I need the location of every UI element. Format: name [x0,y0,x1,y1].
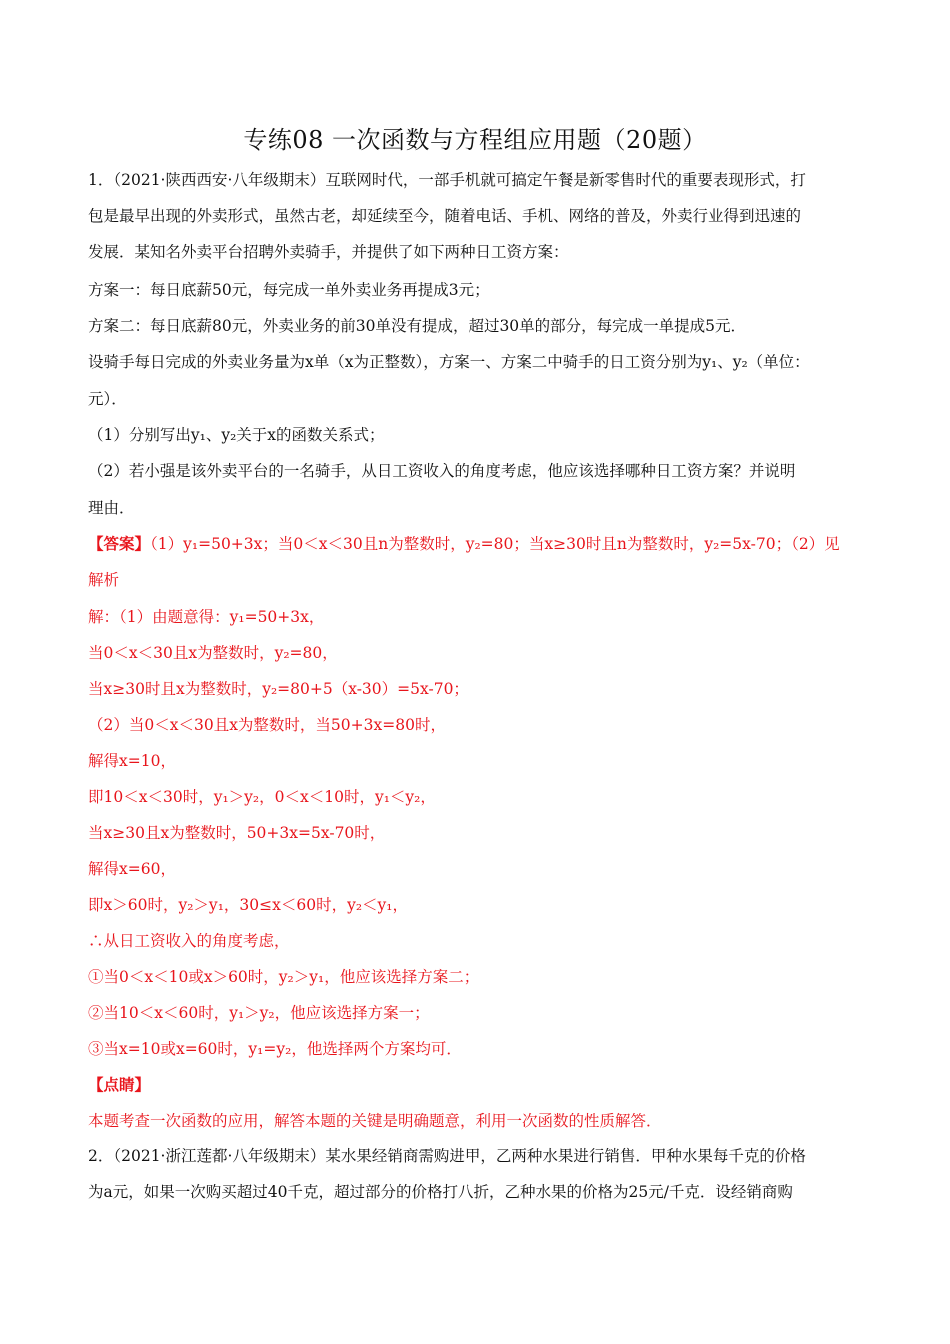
q2-line-1: 2．（2021·浙江莲都·八年级期末）某水果经销商需购进甲，乙两种水果进行销售．甲种水果每千克的价格 [88,1147,806,1165]
q1-line-10: 理由． [88,499,135,517]
solution-line-4: （2）当0＜x＜30且x为整数时，当50+3x=80时， [88,716,446,734]
solution-line-12: ②当10＜x＜60时，y₁＞y₂，他应该选择方案一； [88,1004,430,1022]
q2-line-2: 为a元，如果一次购买超过40千克，超过部分的价格打八折，乙种水果的价格为25元/千克．设经销商购 [88,1183,793,1201]
page-title: 专练08 一次函数与方程组应用题（20题） [243,126,707,154]
q1-line-3: 发展．某知名外卖平台招聘外卖骑手，并提供了如下两种日工资方案： [88,243,569,261]
answer-text: （1）y₁=50+3x；当0＜x＜30且n为整数时，y₂=80；当x≥30时且n为整数时，y₂=5x-70；（2）见 [150,535,840,553]
solution-line-7: 当x≥30且x为整数时，50+3x=5x-70时， [88,824,386,842]
answer-label: 【答案】 [88,534,151,553]
q1-line-5: 方案二：每日底薪80元，外卖业务的前30单没有提成，超过30单的部分，每完成一单提成5元． [88,317,747,335]
comment-label: 【点睛】 [88,1075,151,1094]
q1-line-9: （2）若小强是该外卖平台的一名骑手，从日工资收入的角度考虑，他应该选择哪种日工资方案？并说明 [88,462,796,480]
solution-line-9: 即x＞60时，y₂＞y₁，30≤x＜60时，y₂＜y₁， [88,896,409,914]
q1-line-2: 包是最早出现的外卖形式，虽然古老，却延续至今，随着电话、手机、网络的普及，外卖行业得到迅速的 [88,207,802,225]
comment-text: 本题考查一次函数的应用，解答本题的关键是明确题意，利用一次函数的性质解答． [88,1112,662,1130]
solution-line-10: ∴从日工资收入的角度考虑， [88,932,290,950]
solution-line-3: 当x≥30时且x为整数时，y₂=80+5（x-30）=5x-70； [88,680,469,698]
answer-line-2: 解析 [88,571,120,589]
q1-line-8: （1）分别写出y₁、y₂关于x的函数关系式； [88,426,385,444]
q1-line-7: 元）． [88,390,127,408]
solution-line-5: 解得x=10， [88,752,176,770]
solution-line-1: 解：（1）由题意得：y₁=50+3x， [88,608,325,626]
q1-line-1: 1．（2021·陕西西安·八年级期末）互联网时代，一部手机就可搞定午餐是新零售时代的重要表现形式，打 [88,171,806,189]
solution-line-2: 当0＜x＜30且x为整数时，y₂=80， [88,644,338,662]
solution-line-8: 解得x=60， [88,860,176,878]
solution-line-6: 即10＜x＜30时，y₁＞y₂，0＜x＜10时，y₁＜y₂， [88,788,436,806]
solution-line-11: ①当0＜x＜10或x＞60时，y₂＞y₁，他应该选择方案二； [88,968,480,986]
answer-line-1 [88,534,868,554]
solution-line-13: ③当x=10或x=60时，y₁=y₂，他选择两个方案均可． [88,1040,462,1058]
q1-line-4: 方案一：每日底薪50元，每完成一单外卖业务再提成3元； [88,281,490,299]
q1-line-6: 设骑手每日完成的外卖业务量为x单（x为正整数），方案一、方案二中骑手的日工资分别为y₁、y₂（单位： [88,353,810,371]
